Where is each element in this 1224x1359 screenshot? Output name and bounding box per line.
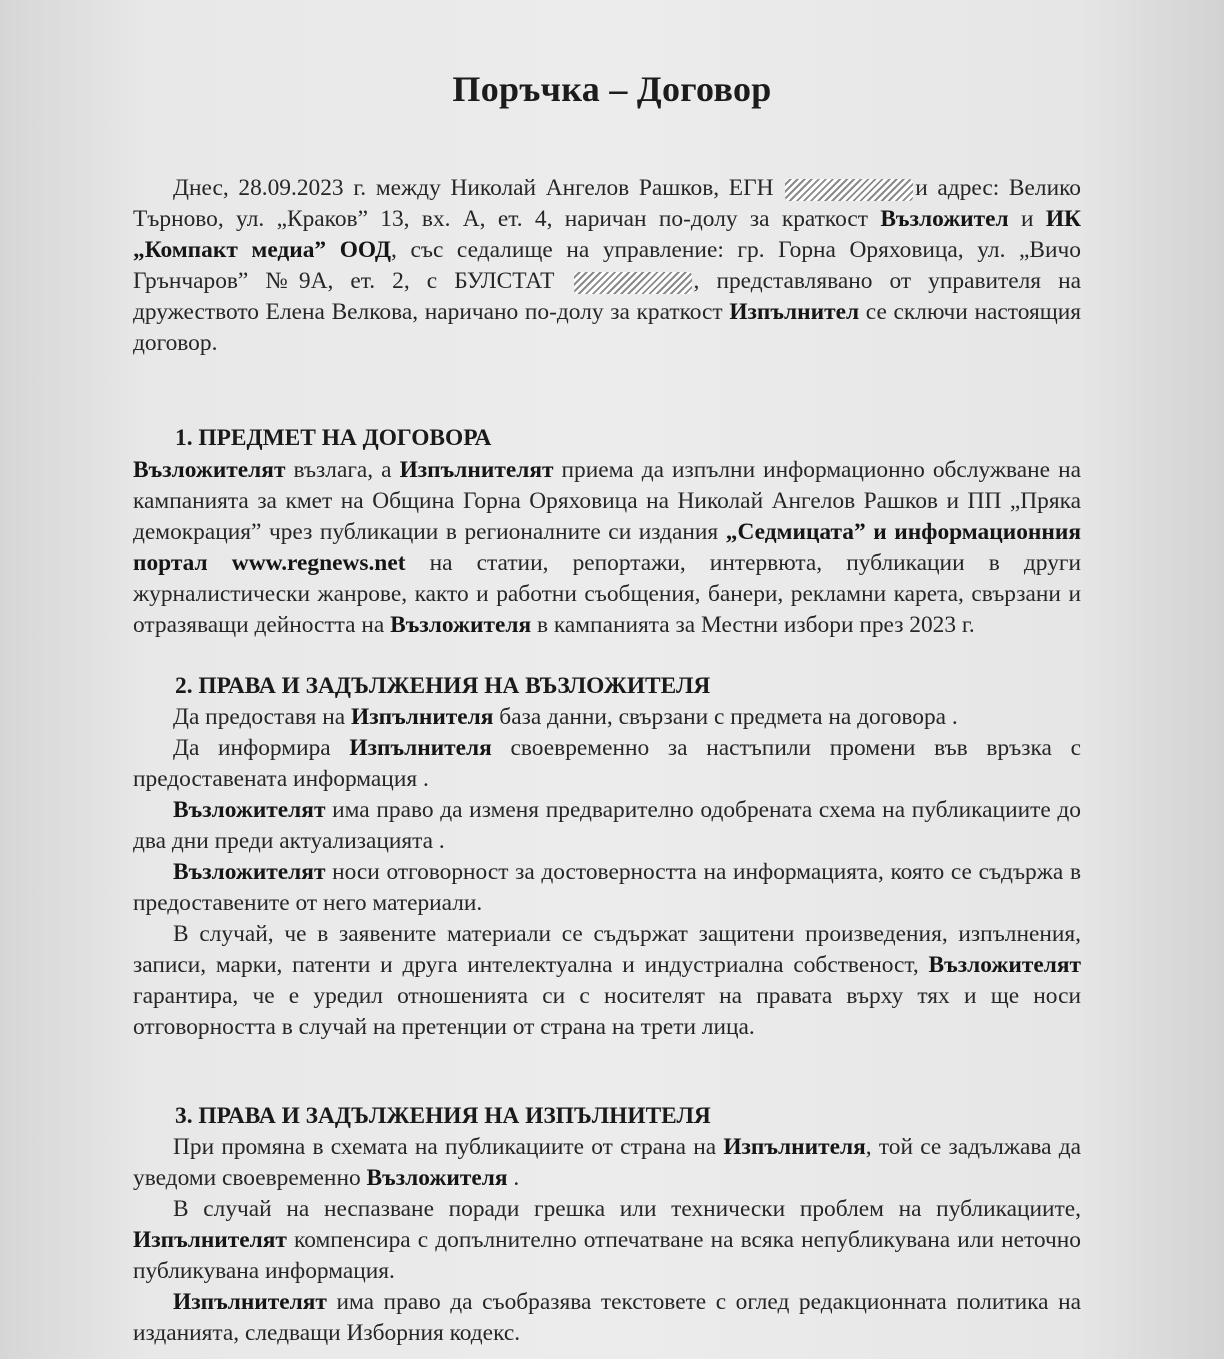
intro-paragraph: Днес, 28.09.2023 г. между Николай Ангелов Рашков, ЕГН и адрес: Велико Търново, ул. „Краков” 13, вх. А, ет. 4, наричан по-долу за краткост Възложител и ИК „Компакт медиа” ООД, със седалище на управление: гр. Горна Оряховица, ул. „Вичо Грънчаров” №9А, ет. 2, с БУЛСТАТ , представлявано от управителя на дружеството Елена Велкова, наричано по-долу за краткост Изпълнител се сключи настоящия договор.: [133, 175, 1082, 356]
section-3-body: [133, 1132, 1081, 1349]
section-2-item-1: Да предоставя на Изпълнителя база данни, свързани с предмета на договора .: [173, 704, 958, 730]
section-3-item-3: Изпълнителят има право да съобразява текстовете с оглед редакционната политика на изданията, следващи Изборния кодекс.: [133, 1289, 1081, 1346]
section-1-body: Възложителят възлага, а Изпълнителят приема да изпълни информационно обслужване на кампанията за кмет на Община Горна Оряховица на Николай Ангелов Рашков и ПП „Пряка демокрация” чрез публикации в регионалните си издания „Седмицата” и информационния портал www.regnews.net на статии, репортажи, интервюта, публикации в други журналистически жанрове, както и работни съобщения, банери, рекламни карета, свързани и отразяващи дейността на Възложителя в кампанията за Местни избори през 2023 г.: [133, 457, 1081, 638]
section-2-body: [133, 702, 1081, 1043]
section-3-item-1: При промяна в схемата на публикациите от страна на Изпълнителя, той се задължава да уведоми своевременно Възложителя .: [133, 1134, 1081, 1191]
section-2-item-3: Възложителят има право да изменя предварително одобрената схема на публикациите до два дни преди актуализацията .: [133, 797, 1081, 854]
section-1-heading: 1. ПРЕДМЕТ НА ДОГОВОРА: [175, 425, 492, 451]
section-2-item-5: В случай, че в заявените материали се съдържат защитени произведения, изпълнения, записи, марки, патенти и друга интелектуална и индустриална собственост, Възложителят гарантира, че е уредил отношенията си с носителят на правата върху тях и ще носи отговорността в случай на претенции от страна на трети лица.: [133, 921, 1081, 1040]
section-3-item-2: В случай на неспазване поради грешка или технически проблем на публикациите, Изпълнителят компенсира с допълнително отпечатване на всяка непубликувана или неточно публикувана информация.: [133, 1196, 1081, 1284]
section-2-item-2: Да информира Изпълнителя своевременно за настъпили промени във връзка с предоставената информация .: [133, 735, 1081, 792]
document-title: Поръчка – Договор: [452, 69, 772, 109]
section-3-heading: 3. ПРАВА И ЗАДЪЛЖЕНИЯ НА ИЗПЪЛНИТЕЛЯ: [175, 1103, 711, 1129]
redacted-egn: [785, 179, 913, 201]
redacted-bulstat: [574, 272, 692, 294]
section-2-heading: 2. ПРАВА И ЗАДЪЛЖЕНИЯ НА ВЪЗЛОЖИТЕЛЯ: [175, 673, 711, 699]
section-2-item-4: Възложителят носи отговорност за достоверността на информацията, която се съдържа в предоставените от него материали.: [133, 859, 1081, 916]
